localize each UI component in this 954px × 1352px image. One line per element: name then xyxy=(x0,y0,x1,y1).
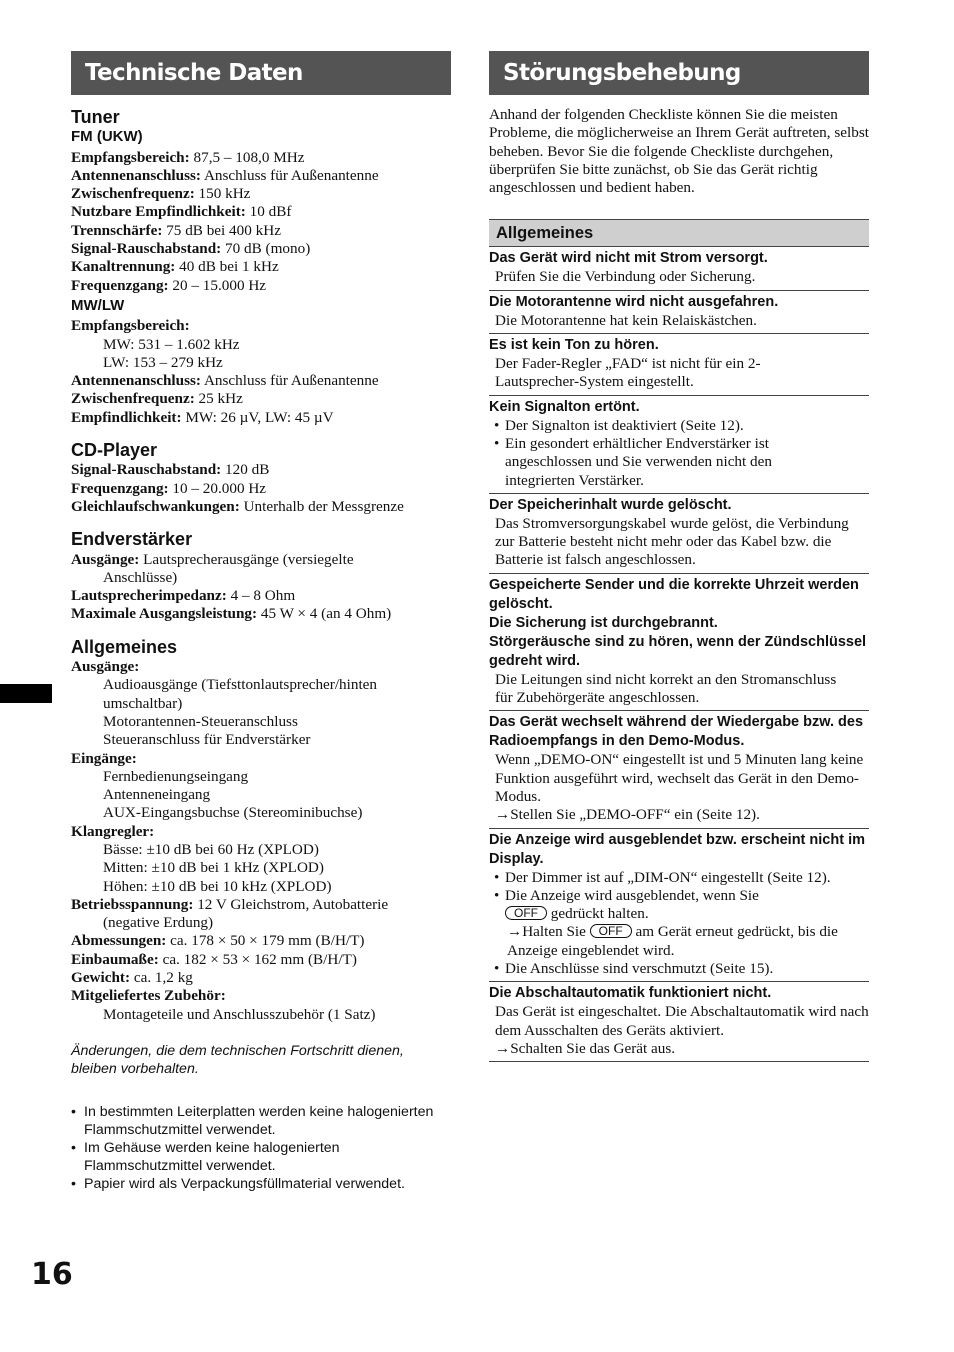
fm-heading: FM (UKW) xyxy=(71,128,143,146)
cd-heading: CD-Player xyxy=(71,440,158,461)
trouble-question: Gespeicherte Sender und die korrekte Uhrzeit werden gelöscht. xyxy=(489,576,859,612)
general-section-bar: Allgemeines xyxy=(489,219,869,247)
mw-range-label: Empfangsbereich: xyxy=(71,317,190,335)
trouble-question: Die Motorantenne wird nicht ausgefahren. xyxy=(489,293,779,310)
arrow-icon: → xyxy=(495,806,511,824)
inputs-item: Antenneneingang xyxy=(103,786,211,804)
trouble-question: Die Anzeige wird ausgeblendet bzw. erscheint nicht im Display. xyxy=(489,831,865,867)
trouble-question: Der Speicherinhalt wurde gelöscht. xyxy=(489,496,732,513)
trouble-question: Das Gerät wird nicht mit Strom versorgt. xyxy=(489,250,768,267)
spec-row: Abmessungen: ca. 178 × 50 × 179 mm (B/H/T) xyxy=(71,932,365,950)
trouble-answer: Wenn „DEMO-ON“ eingestellt ist und 5 Minuten lang keine Funktion ausgeführt wird, wechselt das Gerät in den Demo-Modus. xyxy=(495,751,864,805)
voltage-cont: (negative Erdung) xyxy=(103,914,214,932)
cd-spec-list xyxy=(71,461,451,516)
trouble-bullet: • Die Anzeige wird ausgeblendet, wenn Sie OFF gedrückt halten. xyxy=(489,887,869,924)
trouble-item xyxy=(489,396,869,494)
inputs-item: Fernbedienungseingang xyxy=(103,767,249,785)
off-key-icon: OFF xyxy=(505,906,547,920)
spec-row: Zwischenfrequenz: 25 kHz xyxy=(71,390,243,408)
outputs-label: Ausgänge: xyxy=(71,658,140,676)
environment-bullets xyxy=(71,1103,451,1193)
trouble-answer: Der Fader-Regler „FAD“ ist nicht für ein 2-Lautsprecher-System eingestellt. xyxy=(495,355,761,391)
inputs-item: AUX-Eingangsbuchse (Stereominibuchse) xyxy=(103,804,363,822)
troubleshooting-intro: Anhand der folgenden Checkliste können Sie die meisten Probleme, die möglicherweise an Ihrem Gerät auftreten, selbst beheben. Bevor Sie die folgende Checkliste durchgehen, überprüfen Sie bitte zunächst, ob Sie das Gerät richtig angeschlossen und bedient haben. xyxy=(489,106,869,197)
mw-heading: MW/LW xyxy=(71,296,125,314)
trouble-remedy: →Schalten Sie das Gerät aus. xyxy=(495,1039,676,1057)
trouble-remedy: →Stellen Sie „DEMO-OFF“ ein (Seite 12). xyxy=(495,806,760,824)
bullet-item: • Im Gehäuse werden keine halogenierten Flammschutzmittel verwendet. xyxy=(71,1139,451,1175)
fm-spec-list xyxy=(71,149,451,295)
troubleshooting-column xyxy=(489,51,869,1062)
trouble-bullet: • Der Dimmer ist auf „DIM-ON“ eingestellt (Seite 12). xyxy=(489,869,869,887)
accessories-label: Mitgeliefertes Zubehör: xyxy=(71,987,226,1005)
spec-row: Empfangsbereich: 87,5 – 108,0 MHz xyxy=(71,148,305,166)
troubleshooting-title: Störungsbehebung xyxy=(489,51,869,95)
spec-row: Einbaumaße: ca. 182 × 53 × 162 mm (B/H/T) xyxy=(71,950,357,968)
bullet-item: • In bestimmten Leiterplatten werden keine halogenierten Flammschutzmittel verwendet. xyxy=(71,1103,451,1139)
page-number: 16 xyxy=(31,1257,73,1292)
trouble-item xyxy=(489,829,869,983)
tech-data-title: Technische Daten xyxy=(71,51,451,95)
tone-label: Klangregler: xyxy=(71,822,155,840)
spec-row: Empfindlichkeit: MW: 26 µV, LW: 45 µV xyxy=(71,408,334,426)
trouble-answer: Die Motorantenne hat kein Relaiskästchen. xyxy=(495,311,757,329)
tech-data-column xyxy=(71,51,451,1193)
trouble-item xyxy=(489,291,869,334)
off-key-icon: OFF xyxy=(590,924,632,938)
trouble-question: Es ist kein Ton zu hören. xyxy=(489,337,659,354)
spec-row: Antennenanschluss: Anschluss für Außenantenne xyxy=(71,166,379,184)
trouble-question: Die Abschaltautomatik funktioniert nicht. xyxy=(489,985,772,1002)
spec-row: Zwischenfrequenz: 150 kHz xyxy=(71,185,251,203)
trouble-answer: Prüfen Sie die Verbindung oder Sicherung. xyxy=(495,268,756,286)
inputs-label: Eingänge: xyxy=(71,749,137,767)
spec-row: Signal-Rauschabstand: 120 dB xyxy=(71,461,270,479)
spec-row: Maximale Ausgangsleistung: 45 W × 4 (an 4 Ohm) xyxy=(71,605,392,623)
tuner-heading: Tuner xyxy=(71,107,120,127)
arrow-icon: → xyxy=(507,923,523,941)
spec-row: Signal-Rauschabstand: 70 dB (mono) xyxy=(71,240,311,258)
arrow-icon: → xyxy=(495,1039,511,1057)
amp-outputs-cont: Anschlüsse) xyxy=(103,568,178,586)
amp-outputs: Ausgänge: Lautsprecherausgänge (versiegelte xyxy=(71,550,354,568)
spec-row: Nutzbare Empfindlichkeit: 10 dBf xyxy=(71,203,292,221)
trouble-answer: Das Stromversorgungskabel wurde gelöst, die Verbindung zur Batterie besteht nicht mehr oder das Kabel bzw. die Batterie ist falsch angeschlossen. xyxy=(495,514,849,569)
tone-item: Bässe: ±10 dB bei 60 Hz (XPLOD) xyxy=(103,840,319,858)
trouble-item xyxy=(489,247,869,290)
trouble-item xyxy=(489,334,869,396)
accessories-value: Montageteile und Anschlusszubehör (1 Satz) xyxy=(103,1005,376,1023)
spec-row: Frequenzgang: 10 – 20.000 Hz xyxy=(71,479,267,497)
changes-note: Änderungen, die dem technischen Fortschritt dienen, bleiben vorbehalten. xyxy=(71,1042,404,1077)
trouble-item xyxy=(489,574,869,712)
spec-row: Gewicht: ca. 1,2 kg xyxy=(71,969,193,987)
mw-range-lw: LW: 153 – 279 kHz xyxy=(103,353,223,371)
trouble-answer: Die Leitungen sind nicht korrekt an den Stromanschluss für Zubehörgeräte angeschlossen. xyxy=(495,670,837,707)
trouble-answer: Das Gerät ist eingeschaltet. Die Abschaltautomatik wird nach dem Ausschalten des Geräts aktiviert. xyxy=(495,1003,869,1039)
trouble-bullet: • Die Anschlüsse sind verschmutzt (Seite 15). xyxy=(489,960,869,978)
outputs-item: Motorantennen-Steueranschluss xyxy=(103,712,298,730)
trouble-item xyxy=(489,711,869,828)
general-heading: Allgemeines xyxy=(71,636,178,657)
chapter-tab-marker xyxy=(0,684,52,703)
trouble-question: Die Sicherung ist durchgebrannt. xyxy=(489,614,718,631)
tone-item: Höhen: ±10 dB bei 10 kHz (XPLOD) xyxy=(103,877,332,895)
outputs-item: Steueranschluss für Endverstärker xyxy=(103,731,311,749)
spec-row: Kanaltrennung: 40 dB bei 1 kHz xyxy=(71,258,279,276)
outputs-item: umschaltbar) xyxy=(103,694,183,712)
trouble-question: Kein Signalton ertönt. xyxy=(489,398,640,415)
trouble-bullet: • Der Signalton ist deaktiviert (Seite 12). xyxy=(489,417,869,435)
general-spec-list xyxy=(71,932,451,987)
bullet-item: • Papier wird als Verpackungsfüllmaterial verwendet. xyxy=(71,1175,451,1193)
mw-range-mw: MW: 531 – 1.602 kHz xyxy=(103,335,240,353)
trouble-item xyxy=(489,494,869,574)
spec-row: Gleichlaufschwankungen: Unterhalb der Messgrenze xyxy=(71,497,404,515)
spec-row: Antennenanschluss: Anschluss für Außenantenne xyxy=(71,372,379,390)
trouble-remedy: →Halten Sie OFF am Gerät erneut gedrückt, bis die Anzeige eingeblendet wird. xyxy=(507,923,838,959)
mw-spec-list xyxy=(71,372,451,427)
tone-item: Mitten: ±10 dB bei 1 kHz (XPLOD) xyxy=(103,859,324,877)
spec-row: Trennschärfe: 75 dB bei 400 kHz xyxy=(71,221,281,239)
trouble-question: Das Gerät wechselt während der Wiedergabe bzw. des Radioempfangs in den Demo-Modus. xyxy=(489,714,864,750)
amp-spec-list xyxy=(71,587,451,624)
trouble-question: Störgeräusche sind zu hören, wenn der Zündschlüssel gedreht wird. xyxy=(489,633,867,669)
voltage: Betriebsspannung: 12 V Gleichstrom, Autobatterie xyxy=(71,895,389,913)
spec-row: Frequenzgang: 20 – 15.000 Hz xyxy=(71,276,267,294)
amp-heading: Endverstärker xyxy=(71,529,193,550)
trouble-bullet: • Ein gesondert erhältlicher Endverstärker ist angeschlossen und Sie verwenden nicht den integrierten Verstärker. xyxy=(489,435,869,490)
trouble-item xyxy=(489,982,869,1062)
spec-row: Lautsprecherimpedanz: 4 – 8 Ohm xyxy=(71,587,296,605)
outputs-item: Audioausgänge (Tiefsttonlautsprecher/hinten xyxy=(103,676,378,694)
